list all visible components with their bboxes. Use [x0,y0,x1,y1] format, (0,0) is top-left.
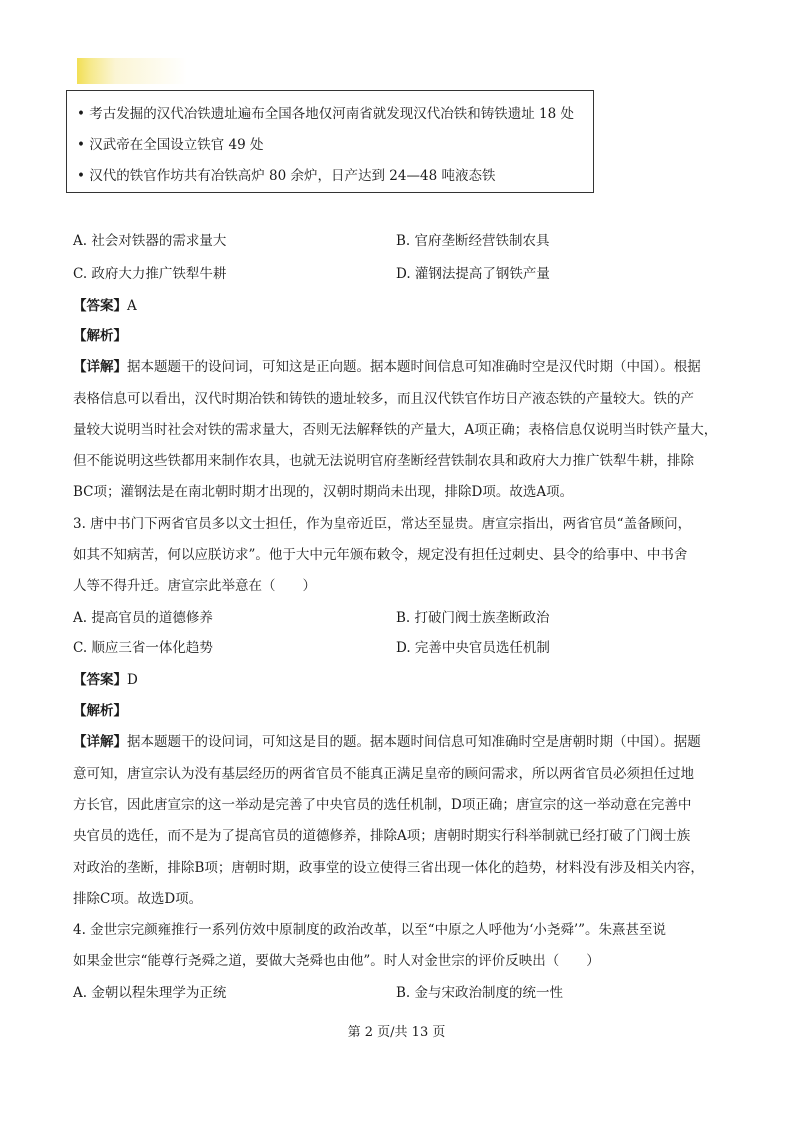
info-table [66,90,594,193]
q3-answer [73,670,138,690]
q4-option-b: B. 金与宋政治制度的统一性 [396,985,564,1001]
q4-stem-line: 4. 金世宗完颜雍推行一系列仿效中原制度的政治改革，以至“中原之人呼他为‘小尧舜’”。朱熹甚至说 [73,922,667,938]
q3-detail-line: 方长官，因此唐宣宗的这一举动是完善了中央官员的选任机制，D项正确；唐宣宗的这一举动意在完善中 [73,797,692,813]
q2-option-d: D. 灌钢法提高了钢铁产量 [396,266,550,282]
q3-stem-line: 3. 唐中书门下两省官员多以文士担任，作为皇帝近臣，常达至显贵。唐宣宗指出，两省官员“盖备顾问， [73,516,692,532]
q3-option-a: A. 提高官员的道德修养 [73,610,213,626]
q2-detail-line: 量较大说明当时社会对铁的需求量大，否则无法解释铁的产量大，A项正确；表格信息仅说明当时铁产量大， [73,422,718,438]
page-footer: 第 2 页/共 13 页 [347,1025,446,1040]
highlight-mark [77,58,187,84]
q3-analysis-label: 【解析】 [73,703,127,719]
answer-label: 【答案】 [73,672,127,688]
q3-detail-line: 排除C项。故选D项。 [73,891,203,907]
q2-option-a: A. 社会对铁器的需求量大 [73,233,227,249]
q3-detail-line: 意可知，唐宣宗认为没有基层经历的两省官员不能真正满足皇帝的顾问需求，所以两省官员必须担任过地 [73,766,694,782]
q3-detail-line: 央官员的选任，而不是为了提高官员的道德修养，排除A项；唐朝时期实行科举制就已经打破了门阀士族 [73,828,691,844]
table-row: • 考古发掘的汉代冶铁遗址遍布全国各地仅河南省就发现汉代冶铁和铸铁遗址 18 处 [77,106,575,122]
q3-detail-line: 对政治的垄断，排除B项；唐朝时期，政事堂的设立使得三省出现一体化的趋势，材料没有涉及相关内容， [73,860,704,876]
q4-stem-line: 如果金世宗“能尊行尧舜之道，要做大尧舜也由他”。时人对金世宗的评价反映出（ ） [73,953,600,969]
q2-detail-line: 但不能说明这些铁都用来制作农具，也就无法说明官府垄断经营铁制农具和政府大力推广铁犁牛耕，排除 [73,453,694,469]
table-row: • 汉武帝在全国设立铁官 49 处 [77,137,264,153]
answer-value: D [127,672,138,688]
q2-detail-line: 表格信息可以看出，汉代时期冶铁和铸铁的遗址较多，而且汉代铁官作坊日产液态铁的产量较大。铁的产 [73,391,694,407]
q2-detail-line: BC项；灌钢法是在南北朝时期才出现的，汉朝时期尚未出现，排除D项。故选A项。 [73,484,574,500]
q2-answer [73,296,137,316]
detail-label: 【详解】 [73,734,127,750]
detail-label: 【详解】 [73,359,127,375]
q3-stem-line: 人等不得升迁。唐宣宗此举意在（ ） [73,578,316,594]
q2-option-c: C. 政府大力推广铁犁牛耕 [73,266,227,282]
q3-stem-line: 如其不知病苦，何以应朕访求”。他于大中元年颁布敕令，规定没有担任过刺史、县令的给事中、中书舍 [73,547,688,563]
answer-value: A [127,298,137,314]
answer-label: 【答案】 [73,298,127,314]
table-row: • 汉代的铁官作坊共有冶铁高炉 80 余炉，日产达到 24—48 吨液态铁 [77,168,496,184]
q2-option-b: B. 官府垄断经营铁制农具 [396,233,550,249]
q3-option-b: B. 打破门阀士族垄断政治 [396,610,550,626]
q3-option-d: D. 完善中央官员选任机制 [396,640,550,656]
q3-option-c: C. 顺应三省一体化趋势 [73,640,213,656]
q2-analysis-label: 【解析】 [73,328,127,344]
q2-detail-line: 【详解】据本题题干的设问词，可知这是正向题。据本题时间信息可知准确时空是汉代时期（中国）。根据 [73,359,701,375]
q4-option-a: A. 金朝以程朱理学为正统 [73,985,227,1001]
q3-detail-line: 【详解】据本题题干的设问词，可知这是目的题。据本题时间信息可知准确时空是唐朝时期（中国）。据题 [73,734,701,750]
